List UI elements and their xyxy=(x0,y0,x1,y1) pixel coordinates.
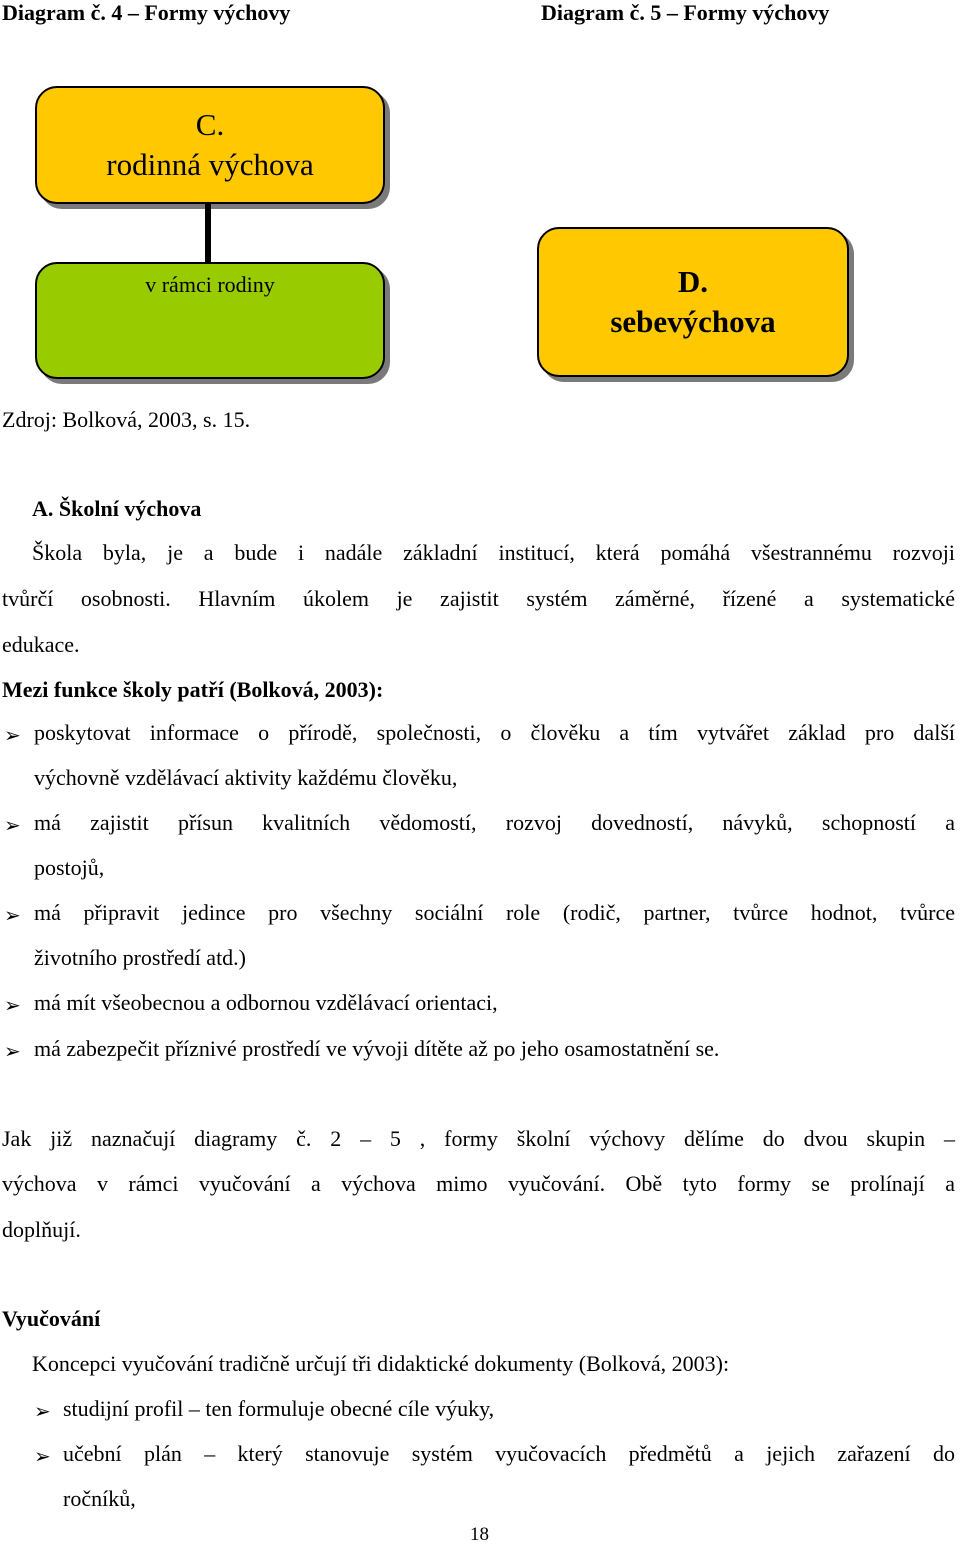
box-c-label: rodinná výchova xyxy=(106,147,314,182)
diagram-5-heading: Diagram č. 5 – Formy výchovy xyxy=(541,0,830,25)
vyucovani-bullet-2-line-1: učební plán – který stanovuje systém vyučovacích předmětů a jejich zařazení do xyxy=(63,1441,955,1466)
diagram-connector-line xyxy=(205,204,211,264)
functions-title: Mezi funkce školy patří (Bolková, 2003): xyxy=(2,677,384,702)
function-2-line-1: má zajistit přísun kvalitních vědomostí, rozvoj dovedností, návyků, schopností a xyxy=(34,810,955,835)
vyucovani-bullet-1: studijní profil – ten formuluje obecné cíle výuky, xyxy=(63,1396,495,1421)
bullet-arrow-icon: ➢ xyxy=(34,1444,51,1468)
box-sebevychova xyxy=(537,227,849,377)
box-green-label: v rámci rodiny xyxy=(145,272,275,297)
section-a-para-line-3: edukace. xyxy=(2,632,80,657)
vyucovani-title: Vyučování xyxy=(2,1306,101,1331)
bullet-arrow-icon: ➢ xyxy=(4,993,21,1017)
section-a-para-line-1: Škola byla, je a bude i nadále základní institucí, která pomáhá všestrannému rozvoji xyxy=(32,540,955,565)
function-4-line-1: má mít všeobecnou a odbornou vzdělávací orientaci, xyxy=(34,990,498,1015)
bullet-arrow-icon: ➢ xyxy=(4,813,21,837)
para2-line-1: Jak již naznačují diagramy č. 2 – 5 , formy školní výchovy dělíme do dvou skupin – xyxy=(2,1126,955,1151)
box-d-letter: D. xyxy=(677,264,709,299)
page-number: 18 xyxy=(470,1524,489,1545)
box-d-label: sebevýchova xyxy=(610,304,776,339)
box-c-letter: C. xyxy=(195,107,225,142)
function-3-line-2: životního prostředí atd.) xyxy=(34,945,247,970)
box-rodinna-vychova xyxy=(35,86,385,204)
source-citation: Zdroj: Bolková, 2003, s. 15. xyxy=(2,407,251,432)
bullet-arrow-icon: ➢ xyxy=(4,903,21,927)
vyucovani-bullet-2-line-2: ročníků, xyxy=(63,1486,136,1511)
box-v-ramci-rodiny xyxy=(35,262,385,379)
function-1-line-2: výchovně vzdělávací aktivity každému člověku, xyxy=(34,765,458,790)
para2-line-2: výchova v rámci vyučování a výchova mimo vyučování. Obě tyto formy se prolínají a xyxy=(2,1171,955,1196)
section-a-title: A. Školní výchova xyxy=(32,496,202,521)
section-a-para-line-2: tvůrčí osobnosti. Hlavním úkolem je zajistit systém záměrné, řízené a systematické xyxy=(2,586,955,611)
vyucovani-intro: Koncepci vyučování tradičně určují tři didaktické dokumenty (Bolková, 2003): xyxy=(32,1351,730,1376)
bullet-arrow-icon: ➢ xyxy=(4,723,21,747)
bullet-arrow-icon: ➢ xyxy=(4,1039,21,1063)
para2-line-3: doplňují. xyxy=(2,1217,81,1242)
function-5-line-1: má zabezpečit příznivé prostředí ve vývoji dítěte až po jeho osamostatnění se. xyxy=(34,1036,720,1061)
diagram-4-heading: Diagram č. 4 – Formy výchovy xyxy=(2,0,291,25)
function-1-line-1: poskytovat informace o přírodě, společnosti, o člověku a tím vytvářet základ pro další xyxy=(34,720,955,745)
function-2-line-2: postojů, xyxy=(34,855,105,880)
bullet-arrow-icon: ➢ xyxy=(34,1399,51,1423)
function-3-line-1: má připravit jedince pro všechny sociální role (rodič, partner, tvůrce hodnot, tvůrce xyxy=(34,900,955,925)
